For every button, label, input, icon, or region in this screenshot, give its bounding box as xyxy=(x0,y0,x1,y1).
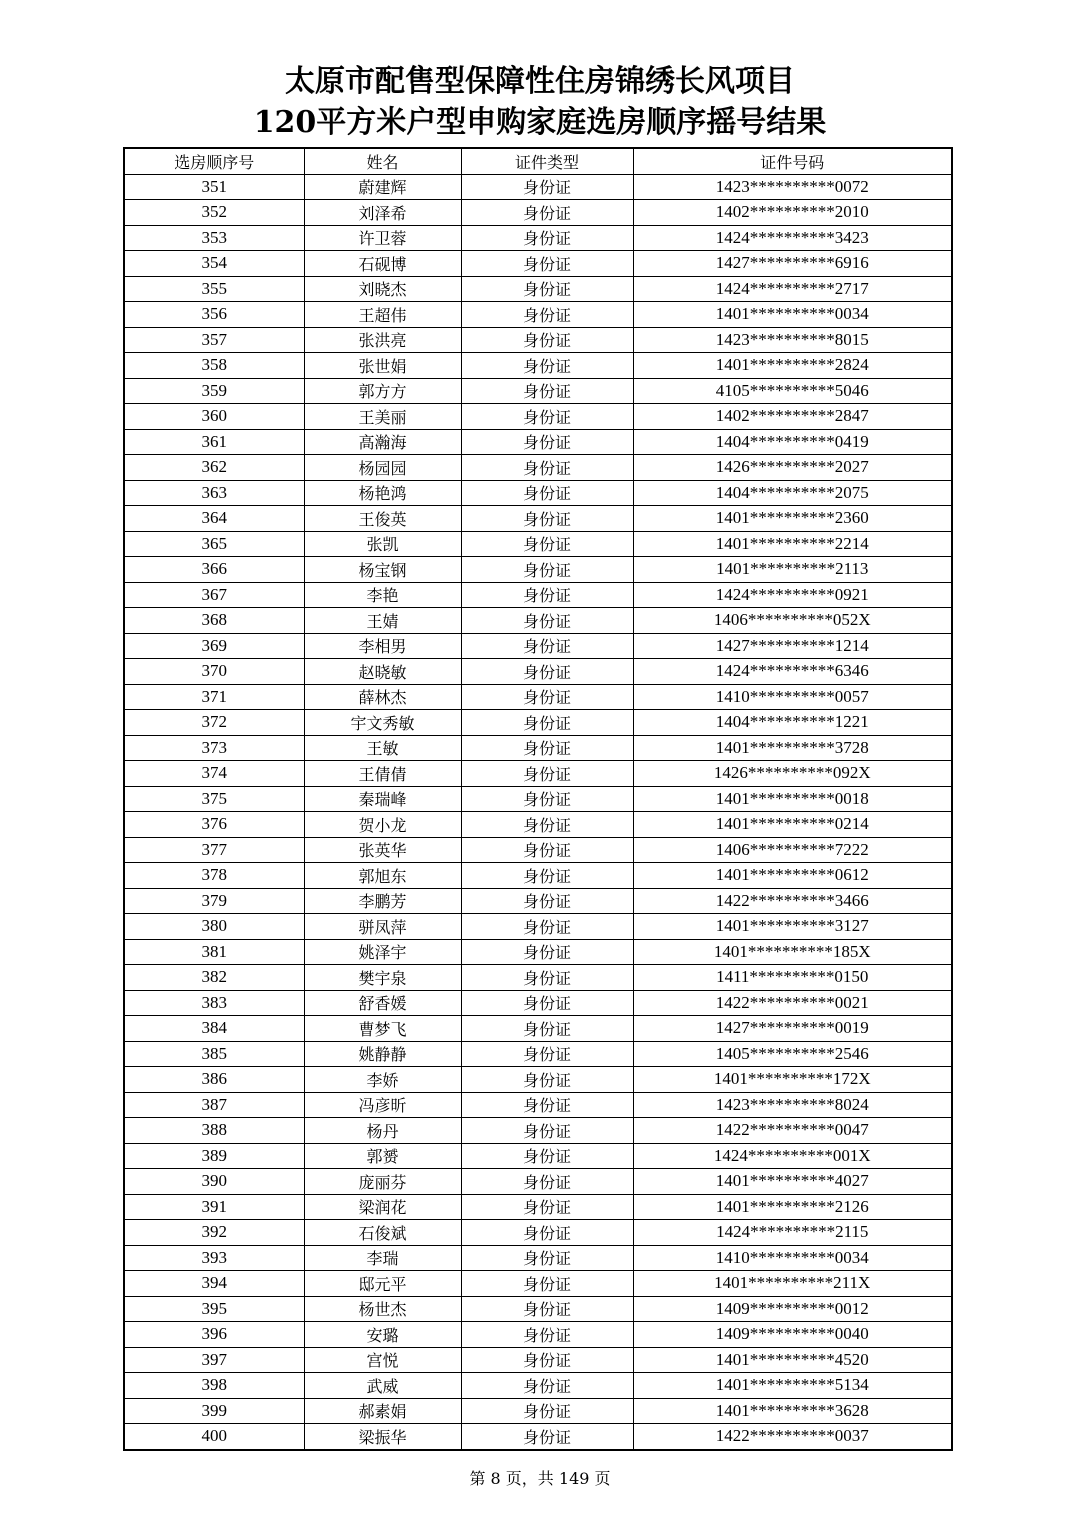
cell-name: 赵晓敏 xyxy=(304,659,461,685)
cell-id-number: 1410**********0057 xyxy=(633,684,952,710)
cell-id-number: 1422**********0037 xyxy=(633,1424,952,1450)
cell-id-type: 身份证 xyxy=(461,1220,633,1246)
table-row xyxy=(124,455,952,481)
cell-id-type: 身份证 xyxy=(461,888,633,914)
cell-order-number: 362 xyxy=(124,455,304,481)
cell-id-type: 身份证 xyxy=(461,1194,633,1220)
header-id-number: 证件号码 xyxy=(633,148,952,174)
cell-order-number: 382 xyxy=(124,965,304,991)
cell-id-type: 身份证 xyxy=(461,429,633,455)
table-row xyxy=(124,837,952,863)
table-row xyxy=(124,888,952,914)
cell-id-type: 身份证 xyxy=(461,1245,633,1271)
cell-id-type: 身份证 xyxy=(461,557,633,583)
cell-id-number: 1401**********185X xyxy=(633,939,952,965)
table-row xyxy=(124,1118,952,1144)
cell-id-number: 1401**********2360 xyxy=(633,506,952,532)
table-row xyxy=(124,608,952,634)
cell-name: 李瑞 xyxy=(304,1245,461,1271)
table-row xyxy=(124,429,952,455)
cell-name: 邸元平 xyxy=(304,1271,461,1297)
cell-id-number: 1410**********0034 xyxy=(633,1245,952,1271)
cell-name: 郭赟 xyxy=(304,1143,461,1169)
cell-order-number: 357 xyxy=(124,327,304,353)
table-row xyxy=(124,710,952,736)
cell-id-number: 1401**********3628 xyxy=(633,1398,952,1424)
table-row xyxy=(124,1322,952,1348)
cell-name: 贺小龙 xyxy=(304,812,461,838)
cell-name: 骈凤萍 xyxy=(304,914,461,940)
cell-id-number: 1422**********3466 xyxy=(633,888,952,914)
cell-id-number: 1401**********2113 xyxy=(633,557,952,583)
cell-order-number: 371 xyxy=(124,684,304,710)
cell-id-type: 身份证 xyxy=(461,735,633,761)
cell-order-number: 364 xyxy=(124,506,304,532)
cell-id-number: 1401**********4520 xyxy=(633,1347,952,1373)
cell-order-number: 361 xyxy=(124,429,304,455)
cell-id-type: 身份证 xyxy=(461,1347,633,1373)
cell-name: 高瀚海 xyxy=(304,429,461,455)
cell-order-number: 390 xyxy=(124,1169,304,1195)
cell-id-type: 身份证 xyxy=(461,302,633,328)
table-row xyxy=(124,200,952,226)
lottery-result-table xyxy=(123,147,953,1451)
cell-id-number: 1401**********3728 xyxy=(633,735,952,761)
table-row xyxy=(124,1016,952,1042)
cell-id-number: 1401**********0034 xyxy=(633,302,952,328)
cell-name: 冯彦昕 xyxy=(304,1092,461,1118)
table-body xyxy=(124,174,952,1450)
table-header-row xyxy=(124,148,952,174)
cell-order-number: 393 xyxy=(124,1245,304,1271)
cell-order-number: 389 xyxy=(124,1143,304,1169)
cell-id-number: 1406**********052X xyxy=(633,608,952,634)
table-row xyxy=(124,225,952,251)
cell-order-number: 391 xyxy=(124,1194,304,1220)
cell-id-type: 身份证 xyxy=(461,1067,633,1093)
cell-name: 郝素娟 xyxy=(304,1398,461,1424)
cell-order-number: 365 xyxy=(124,531,304,557)
cell-order-number: 388 xyxy=(124,1118,304,1144)
document-title-line-1: 太原市配售型保障性住房锦绣长风项目 xyxy=(285,64,795,99)
cell-id-type: 身份证 xyxy=(461,1296,633,1322)
table-row xyxy=(124,506,952,532)
cell-name: 张洪亮 xyxy=(304,327,461,353)
cell-name: 郭方方 xyxy=(304,378,461,404)
cell-id-type: 身份证 xyxy=(461,1271,633,1297)
cell-name: 梁振华 xyxy=(304,1424,461,1450)
table-row xyxy=(124,1067,952,1093)
cell-order-number: 377 xyxy=(124,837,304,863)
table-row xyxy=(124,404,952,430)
cell-order-number: 374 xyxy=(124,761,304,787)
table-row xyxy=(124,251,952,277)
table-row xyxy=(124,353,952,379)
table-row xyxy=(124,786,952,812)
cell-id-type: 身份证 xyxy=(461,251,633,277)
cell-id-number: 1409**********0012 xyxy=(633,1296,952,1322)
cell-order-number: 381 xyxy=(124,939,304,965)
cell-order-number: 396 xyxy=(124,1322,304,1348)
cell-id-type: 身份证 xyxy=(461,761,633,787)
cell-name: 姚静静 xyxy=(304,1041,461,1067)
cell-id-type: 身份证 xyxy=(461,378,633,404)
cell-id-type: 身份证 xyxy=(461,837,633,863)
table-row xyxy=(124,761,952,787)
cell-id-number: 1401**********0018 xyxy=(633,786,952,812)
cell-name: 刘晓杰 xyxy=(304,276,461,302)
table-row xyxy=(124,735,952,761)
cell-name: 杨艳鸿 xyxy=(304,480,461,506)
cell-order-number: 352 xyxy=(124,200,304,226)
page-number-footer: 第 8 页，共 149 页 xyxy=(469,1469,611,1488)
cell-id-type: 身份证 xyxy=(461,276,633,302)
cell-order-number: 399 xyxy=(124,1398,304,1424)
cell-name: 刘泽希 xyxy=(304,200,461,226)
document-title-line-2: 120平方米户型申购家庭选房顺序摇号结果 xyxy=(253,105,827,140)
cell-name: 王美丽 xyxy=(304,404,461,430)
table-row xyxy=(124,863,952,889)
cell-id-number: 1401**********0214 xyxy=(633,812,952,838)
header-order-number: 选房顺序号 xyxy=(124,148,304,174)
cell-order-number: 360 xyxy=(124,404,304,430)
table-row xyxy=(124,684,952,710)
cell-name: 杨世杰 xyxy=(304,1296,461,1322)
cell-name: 秦瑞峰 xyxy=(304,786,461,812)
table-row xyxy=(124,1271,952,1297)
cell-id-type: 身份证 xyxy=(461,1322,633,1348)
cell-id-number: 1424**********2115 xyxy=(633,1220,952,1246)
table-row xyxy=(124,1373,952,1399)
table-row xyxy=(124,582,952,608)
cell-name: 武威 xyxy=(304,1373,461,1399)
cell-order-number: 378 xyxy=(124,863,304,889)
table-row xyxy=(124,1424,952,1450)
cell-id-type: 身份证 xyxy=(461,608,633,634)
cell-id-number: 1404**********0419 xyxy=(633,429,952,455)
cell-id-type: 身份证 xyxy=(461,174,633,200)
cell-order-number: 395 xyxy=(124,1296,304,1322)
cell-id-type: 身份证 xyxy=(461,684,633,710)
cell-name: 安璐 xyxy=(304,1322,461,1348)
cell-name: 李相男 xyxy=(304,633,461,659)
cell-order-number: 400 xyxy=(124,1424,304,1450)
cell-order-number: 363 xyxy=(124,480,304,506)
cell-name: 薛林杰 xyxy=(304,684,461,710)
cell-id-type: 身份证 xyxy=(461,659,633,685)
cell-name: 郭旭东 xyxy=(304,863,461,889)
cell-order-number: 356 xyxy=(124,302,304,328)
cell-id-type: 身份证 xyxy=(461,225,633,251)
cell-id-number: 1424**********2717 xyxy=(633,276,952,302)
cell-name: 李娇 xyxy=(304,1067,461,1093)
cell-order-number: 384 xyxy=(124,1016,304,1042)
cell-order-number: 372 xyxy=(124,710,304,736)
cell-id-number: 1427**********0019 xyxy=(633,1016,952,1042)
cell-id-number: 1405**********2546 xyxy=(633,1041,952,1067)
cell-id-number: 1401**********3127 xyxy=(633,914,952,940)
table-row xyxy=(124,327,952,353)
header-name: 姓名 xyxy=(304,148,461,174)
cell-id-number: 1406**********7222 xyxy=(633,837,952,863)
cell-id-type: 身份证 xyxy=(461,1041,633,1067)
table-row xyxy=(124,659,952,685)
cell-id-type: 身份证 xyxy=(461,1092,633,1118)
cell-name: 石俊斌 xyxy=(304,1220,461,1246)
table-row xyxy=(124,531,952,557)
cell-id-number: 1424**********3423 xyxy=(633,225,952,251)
cell-id-type: 身份证 xyxy=(461,480,633,506)
cell-order-number: 368 xyxy=(124,608,304,634)
cell-id-type: 身份证 xyxy=(461,531,633,557)
cell-id-type: 身份证 xyxy=(461,1143,633,1169)
cell-order-number: 369 xyxy=(124,633,304,659)
cell-name: 杨丹 xyxy=(304,1118,461,1144)
cell-name: 王俊英 xyxy=(304,506,461,532)
cell-order-number: 359 xyxy=(124,378,304,404)
table-row xyxy=(124,990,952,1016)
cell-name: 姚泽宇 xyxy=(304,939,461,965)
table-row xyxy=(124,302,952,328)
cell-name: 宫悦 xyxy=(304,1347,461,1373)
cell-name: 王婧 xyxy=(304,608,461,634)
cell-id-type: 身份证 xyxy=(461,327,633,353)
table-row xyxy=(124,1194,952,1220)
cell-id-type: 身份证 xyxy=(461,990,633,1016)
cell-id-type: 身份证 xyxy=(461,710,633,736)
cell-order-number: 354 xyxy=(124,251,304,277)
cell-id-type: 身份证 xyxy=(461,786,633,812)
cell-id-type: 身份证 xyxy=(461,1398,633,1424)
cell-id-type: 身份证 xyxy=(461,1118,633,1144)
cell-name: 李鹏芳 xyxy=(304,888,461,914)
cell-id-number: 1402**********2010 xyxy=(633,200,952,226)
cell-order-number: 385 xyxy=(124,1041,304,1067)
cell-name: 樊宇泉 xyxy=(304,965,461,991)
cell-id-number: 1401**********2126 xyxy=(633,1194,952,1220)
cell-id-type: 身份证 xyxy=(461,1169,633,1195)
table-row xyxy=(124,480,952,506)
cell-name: 宇文秀敏 xyxy=(304,710,461,736)
cell-order-number: 375 xyxy=(124,786,304,812)
cell-name: 许卫蓉 xyxy=(304,225,461,251)
cell-id-number: 1401**********2824 xyxy=(633,353,952,379)
cell-order-number: 386 xyxy=(124,1067,304,1093)
cell-id-number: 1402**********2847 xyxy=(633,404,952,430)
cell-id-number: 1401**********0612 xyxy=(633,863,952,889)
cell-order-number: 383 xyxy=(124,990,304,1016)
cell-order-number: 355 xyxy=(124,276,304,302)
cell-order-number: 398 xyxy=(124,1373,304,1399)
cell-order-number: 358 xyxy=(124,353,304,379)
cell-order-number: 376 xyxy=(124,812,304,838)
cell-order-number: 370 xyxy=(124,659,304,685)
table-row xyxy=(124,1347,952,1373)
cell-name: 李艳 xyxy=(304,582,461,608)
cell-id-type: 身份证 xyxy=(461,965,633,991)
cell-order-number: 392 xyxy=(124,1220,304,1246)
cell-order-number: 379 xyxy=(124,888,304,914)
table-row xyxy=(124,965,952,991)
table-row xyxy=(124,174,952,200)
cell-order-number: 353 xyxy=(124,225,304,251)
cell-id-type: 身份证 xyxy=(461,1016,633,1042)
cell-name: 石砚博 xyxy=(304,251,461,277)
table-row xyxy=(124,378,952,404)
cell-id-number: 1426**********092X xyxy=(633,761,952,787)
cell-id-number: 1404**********2075 xyxy=(633,480,952,506)
cell-id-type: 身份证 xyxy=(461,633,633,659)
table-row xyxy=(124,1169,952,1195)
cell-id-number: 1422**********0021 xyxy=(633,990,952,1016)
cell-id-type: 身份证 xyxy=(461,200,633,226)
cell-name: 杨园园 xyxy=(304,455,461,481)
cell-id-number: 1427**********1214 xyxy=(633,633,952,659)
cell-id-type: 身份证 xyxy=(461,455,633,481)
table-row xyxy=(124,1092,952,1118)
table-row xyxy=(124,1220,952,1246)
cell-order-number: 373 xyxy=(124,735,304,761)
cell-id-number: 1424**********001X xyxy=(633,1143,952,1169)
cell-name: 王超伟 xyxy=(304,302,461,328)
cell-id-number: 1426**********2027 xyxy=(633,455,952,481)
cell-name: 张凯 xyxy=(304,531,461,557)
cell-order-number: 387 xyxy=(124,1092,304,1118)
cell-id-number: 1423**********8024 xyxy=(633,1092,952,1118)
cell-name: 庞丽芬 xyxy=(304,1169,461,1195)
cell-order-number: 367 xyxy=(124,582,304,608)
cell-name: 张英华 xyxy=(304,837,461,863)
cell-id-number: 1427**********6916 xyxy=(633,251,952,277)
cell-id-number: 1401**********4027 xyxy=(633,1169,952,1195)
cell-name: 王倩倩 xyxy=(304,761,461,787)
cell-id-number: 1424**********6346 xyxy=(633,659,952,685)
cell-order-number: 380 xyxy=(124,914,304,940)
cell-id-number: 1401**********5134 xyxy=(633,1373,952,1399)
cell-id-number: 4105**********5046 xyxy=(633,378,952,404)
cell-id-number: 1411**********0150 xyxy=(633,965,952,991)
cell-name: 张世娟 xyxy=(304,353,461,379)
cell-id-type: 身份证 xyxy=(461,812,633,838)
cell-id-number: 1401**********172X xyxy=(633,1067,952,1093)
cell-id-type: 身份证 xyxy=(461,914,633,940)
cell-name: 王敏 xyxy=(304,735,461,761)
cell-id-type: 身份证 xyxy=(461,1424,633,1450)
cell-id-number: 1423**********0072 xyxy=(633,174,952,200)
table-row xyxy=(124,557,952,583)
cell-id-number: 1404**********1221 xyxy=(633,710,952,736)
table-row xyxy=(124,914,952,940)
table-row xyxy=(124,939,952,965)
cell-name: 梁润花 xyxy=(304,1194,461,1220)
table-row xyxy=(124,1041,952,1067)
table-row xyxy=(124,276,952,302)
cell-id-type: 身份证 xyxy=(461,506,633,532)
cell-name: 杨宝钢 xyxy=(304,557,461,583)
table-row xyxy=(124,1398,952,1424)
cell-name: 舒香媛 xyxy=(304,990,461,1016)
cell-id-type: 身份证 xyxy=(461,353,633,379)
cell-id-type: 身份证 xyxy=(461,863,633,889)
cell-id-number: 1422**********0047 xyxy=(633,1118,952,1144)
cell-order-number: 366 xyxy=(124,557,304,583)
cell-id-number: 1401**********2214 xyxy=(633,531,952,557)
cell-order-number: 351 xyxy=(124,174,304,200)
cell-id-type: 身份证 xyxy=(461,404,633,430)
cell-id-type: 身份证 xyxy=(461,939,633,965)
table-row xyxy=(124,1245,952,1271)
cell-id-number: 1424**********0921 xyxy=(633,582,952,608)
header-id-type: 证件类型 xyxy=(461,148,633,174)
cell-name: 曹梦飞 xyxy=(304,1016,461,1042)
cell-id-type: 身份证 xyxy=(461,582,633,608)
cell-id-number: 1409**********0040 xyxy=(633,1322,952,1348)
cell-id-number: 1423**********8015 xyxy=(633,327,952,353)
cell-order-number: 397 xyxy=(124,1347,304,1373)
table-row xyxy=(124,633,952,659)
table-row xyxy=(124,1296,952,1322)
cell-id-type: 身份证 xyxy=(461,1373,633,1399)
table-row xyxy=(124,1143,952,1169)
cell-name: 蔚建辉 xyxy=(304,174,461,200)
cell-id-number: 1401**********211X xyxy=(633,1271,952,1297)
cell-order-number: 394 xyxy=(124,1271,304,1297)
table-row xyxy=(124,812,952,838)
